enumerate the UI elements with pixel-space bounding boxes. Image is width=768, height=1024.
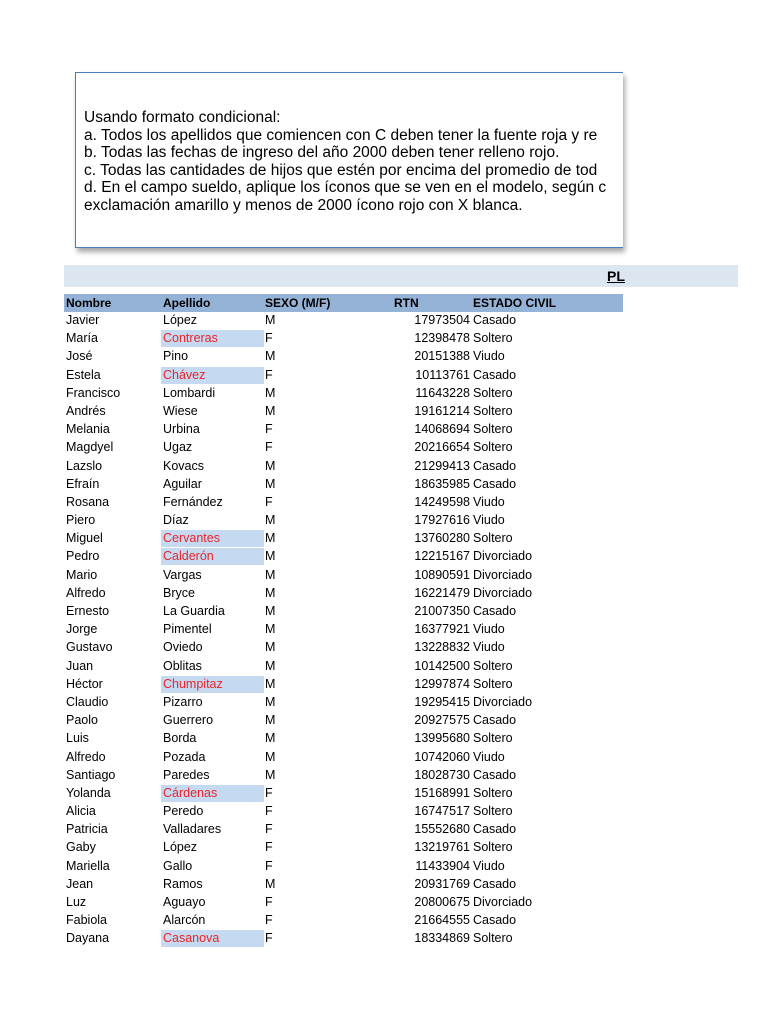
- cell-nombre[interactable]: Alfredo: [66, 749, 106, 764]
- sheet-title-band[interactable]: [64, 265, 738, 287]
- cell-estado-civil[interactable]: Casado: [473, 713, 517, 728]
- cell-sexo[interactable]: M: [265, 731, 276, 746]
- cell-sexo[interactable]: M: [265, 658, 276, 673]
- cell-apellido[interactable]: Valladares: [163, 822, 222, 837]
- header-rtn[interactable]: RTN: [394, 296, 419, 310]
- cell-sexo[interactable]: F: [265, 858, 273, 873]
- cell-rtn[interactable]: 20800675: [414, 895, 470, 909]
- cell-apellido[interactable]: Ugaz: [163, 440, 193, 455]
- table-row: [64, 530, 623, 548]
- cell-sexo[interactable]: M: [265, 403, 276, 418]
- table-row: [64, 421, 623, 439]
- table-row: [64, 785, 623, 803]
- cell-nombre[interactable]: Juan: [66, 658, 94, 673]
- cell-estado-civil[interactable]: Soltero: [473, 840, 513, 855]
- cell-sexo[interactable]: M: [265, 713, 276, 728]
- cell-rtn[interactable]: 19161214: [414, 403, 470, 418]
- cell-apellido[interactable]: Aguilar: [163, 476, 202, 491]
- cell-estado-civil[interactable]: Casado: [473, 822, 517, 837]
- cell-estado-civil[interactable]: Viudo: [473, 622, 505, 637]
- cell-estado-civil[interactable]: Casado: [473, 458, 517, 473]
- cell-nombre[interactable]: Javier: [66, 313, 100, 327]
- cell-estado-civil[interactable]: Soltero: [473, 422, 513, 437]
- cell-rtn[interactable]: 11433904: [415, 858, 470, 873]
- cell-apellido[interactable]: Pimentel: [163, 622, 212, 637]
- cell-sexo[interactable]: F: [265, 913, 273, 928]
- cell-nombre[interactable]: Luis: [66, 731, 89, 746]
- cell-rtn[interactable]: 20216654: [414, 440, 470, 455]
- cell-sexo[interactable]: M: [265, 313, 276, 327]
- cell-rtn[interactable]: 20151388: [414, 349, 470, 364]
- cell-sexo[interactable]: M: [265, 531, 276, 546]
- table-row: [64, 603, 623, 621]
- cell-apellido[interactable]: La Guardia: [163, 604, 225, 618]
- table-row: [64, 839, 623, 857]
- cell-nombre[interactable]: José: [66, 349, 93, 364]
- cell-estado-civil[interactable]: Casado: [473, 604, 517, 618]
- cell-nombre[interactable]: Alicia: [66, 804, 96, 819]
- cell-estado-civil[interactable]: Casado: [473, 476, 517, 491]
- cell-rtn[interactable]: 15168991: [414, 785, 470, 800]
- cell-estado-civil[interactable]: Viudo: [473, 513, 505, 528]
- table-row: [64, 403, 623, 421]
- table-row: [64, 730, 623, 748]
- table-row: [64, 512, 623, 530]
- cell-estado-civil[interactable]: Soltero: [473, 531, 513, 546]
- cell-sexo[interactable]: M: [265, 349, 276, 364]
- cell-rtn[interactable]: 11643228: [415, 385, 470, 400]
- cell-estado-civil[interactable]: Divorciado: [473, 549, 533, 564]
- cell-estado-civil[interactable]: Viudo: [473, 640, 505, 655]
- data-table-body: [64, 312, 623, 949]
- cell-rtn[interactable]: 12398478: [414, 331, 470, 346]
- cell-sexo[interactable]: F: [265, 822, 273, 837]
- cell-estado-civil[interactable]: Divorciado: [473, 895, 533, 909]
- cell-apellido[interactable]: Oviedo: [163, 640, 203, 655]
- cell-nombre[interactable]: Jorge: [66, 622, 98, 637]
- cell-apellido[interactable]: Pino: [163, 349, 189, 364]
- cell-apellido[interactable]: Pozada: [163, 749, 206, 764]
- cell-apellido[interactable]: Ramos: [163, 876, 203, 891]
- cell-apellido[interactable]: Urbina: [163, 422, 200, 437]
- cell-rtn[interactable]: 10890591: [414, 567, 470, 582]
- cell-apellido[interactable]: Guerrero: [163, 713, 214, 728]
- table-row: [64, 585, 623, 603]
- cell-apellido[interactable]: Díaz: [163, 513, 189, 528]
- cell-apellido[interactable]: Oblitas: [163, 658, 202, 673]
- cell-apellido[interactable]: Gallo: [163, 858, 193, 873]
- cell-nombre[interactable]: Santiago: [66, 767, 116, 782]
- cell-sexo[interactable]: M: [265, 640, 276, 655]
- table-row: [64, 658, 623, 676]
- cell-rtn[interactable]: 21664555: [414, 913, 470, 928]
- cell-estado-civil[interactable]: Casado: [473, 313, 517, 327]
- cell-apellido[interactable]: López: [163, 313, 198, 327]
- instruction-line: d. En el campo sueldo, aplique los íconos que se ven en el modelo, según c: [84, 179, 607, 196]
- header-nombre[interactable]: Nombre: [66, 296, 112, 310]
- instructions-textbox[interactable]: [75, 72, 623, 248]
- table-row: [64, 803, 623, 821]
- cell-nombre[interactable]: Efraín: [66, 476, 100, 491]
- cell-estado-civil[interactable]: Soltero: [473, 440, 513, 455]
- cell-sexo[interactable]: M: [265, 513, 276, 528]
- instruction-line: exclamación amarillo y menos de 2000 ícono rojo con X blanca.: [84, 196, 523, 214]
- table-row: [64, 858, 623, 876]
- cell-rtn[interactable]: 13760280: [414, 531, 470, 546]
- cell-sexo[interactable]: F: [265, 331, 273, 346]
- cell-sexo[interactable]: M: [265, 876, 276, 891]
- cell-rtn[interactable]: 14249598: [414, 494, 470, 509]
- cell-rtn[interactable]: 13995680: [414, 731, 470, 746]
- cell-nombre[interactable]: Mario: [66, 567, 98, 582]
- cell-rtn[interactable]: 21007350: [414, 604, 470, 618]
- table-row: [64, 385, 623, 403]
- cell-sexo[interactable]: F: [265, 895, 273, 909]
- cell-apellido[interactable]: Cárdenas: [161, 785, 264, 802]
- cell-apellido[interactable]: Casanova: [161, 930, 264, 947]
- table-row: [64, 821, 623, 839]
- cell-apellido[interactable]: Borda: [163, 731, 197, 746]
- cell-apellido[interactable]: Lombardi: [163, 385, 216, 400]
- cell-estado-civil[interactable]: Casado: [473, 876, 517, 891]
- cell-sexo[interactable]: M: [265, 604, 276, 618]
- cell-sexo[interactable]: F: [265, 422, 273, 437]
- cell-sexo[interactable]: F: [265, 494, 273, 509]
- cell-rtn[interactable]: 12997874: [414, 676, 470, 691]
- cell-rtn[interactable]: 12215167: [414, 549, 470, 564]
- cell-apellido[interactable]: López: [163, 840, 198, 855]
- cell-apellido[interactable]: Cervantes: [161, 530, 264, 547]
- cell-apellido[interactable]: Peredo: [163, 804, 204, 819]
- cell-sexo[interactable]: M: [265, 476, 276, 491]
- instructions-text: [84, 109, 606, 214]
- cell-nombre[interactable]: Luz: [66, 895, 87, 909]
- table-row: [64, 330, 623, 348]
- cell-rtn[interactable]: 20931769: [414, 876, 470, 891]
- cell-rtn[interactable]: 16747517: [414, 804, 470, 819]
- cell-rtn[interactable]: 21299413: [414, 458, 470, 473]
- cell-rtn[interactable]: 10113761: [415, 367, 470, 382]
- cell-apellido[interactable]: Vargas: [163, 567, 202, 582]
- instruction-line: a. Todos los apellidos que comiencen con C deben tener la fuente roja y re: [84, 126, 598, 144]
- cell-rtn[interactable]: 18635985: [414, 476, 470, 491]
- cell-nombre[interactable]: Paolo: [66, 713, 98, 728]
- cell-nombre[interactable]: Héctor: [66, 676, 103, 691]
- table-row: [64, 439, 623, 457]
- cell-nombre[interactable]: Estela: [66, 367, 101, 382]
- cell-sexo[interactable]: M: [265, 458, 276, 473]
- cell-sexo[interactable]: M: [265, 385, 276, 400]
- cell-apellido[interactable]: Contreras: [161, 330, 264, 347]
- table-header-row: [64, 294, 623, 312]
- cell-nombre[interactable]: Claudio: [66, 694, 109, 709]
- cell-nombre[interactable]: Ernesto: [66, 604, 110, 618]
- cell-estado-civil[interactable]: Casado: [473, 367, 517, 382]
- cell-sexo[interactable]: F: [265, 804, 273, 819]
- table-row: [64, 367, 623, 385]
- cell-estado-civil[interactable]: Divorciado: [473, 567, 533, 582]
- cell-estado-civil[interactable]: Soltero: [473, 785, 513, 800]
- cell-nombre[interactable]: Pedro: [66, 549, 100, 564]
- cell-estado-civil[interactable]: Soltero: [473, 731, 513, 746]
- table-row: [64, 767, 623, 785]
- cell-nombre[interactable]: María: [66, 331, 98, 346]
- table-row: [64, 639, 623, 657]
- cell-rtn[interactable]: 16221479: [414, 585, 470, 600]
- cell-nombre[interactable]: Francisco: [66, 385, 121, 400]
- table-row: [64, 749, 623, 767]
- cell-estado-civil[interactable]: Viudo: [473, 858, 505, 873]
- cell-sexo[interactable]: M: [265, 622, 276, 637]
- cell-estado-civil[interactable]: Soltero: [473, 385, 513, 400]
- table-row: [64, 458, 623, 476]
- cell-apellido[interactable]: Aguayo: [163, 895, 206, 909]
- cell-apellido[interactable]: Paredes: [163, 767, 210, 782]
- cell-sexo[interactable]: M: [265, 676, 276, 691]
- cell-sexo[interactable]: M: [265, 694, 276, 709]
- cell-rtn[interactable]: 18334869: [414, 931, 470, 946]
- cell-sexo[interactable]: F: [265, 440, 273, 455]
- cell-rtn[interactable]: 15552680: [414, 822, 470, 837]
- cell-rtn[interactable]: 17927616: [414, 513, 470, 528]
- cell-nombre[interactable]: Melania: [66, 422, 110, 437]
- cell-rtn[interactable]: 13228832: [414, 640, 470, 655]
- cell-sexo[interactable]: M: [265, 585, 276, 600]
- table-row: [64, 567, 623, 585]
- table-row: [64, 494, 623, 512]
- header-sexo[interactable]: SEXO (M/F): [265, 296, 331, 310]
- cell-estado-civil[interactable]: Soltero: [473, 676, 513, 691]
- cell-apellido[interactable]: Fernández: [163, 494, 223, 509]
- cell-apellido[interactable]: Wiese: [163, 403, 198, 418]
- cell-apellido[interactable]: Alarcón: [163, 913, 206, 928]
- cell-sexo[interactable]: M: [265, 767, 276, 782]
- cell-rtn[interactable]: 17973504: [414, 313, 470, 327]
- cell-estado-civil[interactable]: Viudo: [473, 749, 505, 764]
- cell-sexo[interactable]: M: [265, 749, 276, 764]
- cell-estado-civil[interactable]: Soltero: [473, 658, 513, 673]
- cell-nombre[interactable]: Gustavo: [66, 640, 113, 655]
- table-row: [64, 676, 623, 694]
- cell-estado-civil[interactable]: Soltero: [473, 931, 513, 946]
- cell-nombre[interactable]: Andrés: [66, 403, 106, 418]
- header-apellido[interactable]: Apellido: [163, 296, 211, 310]
- cell-sexo[interactable]: F: [265, 840, 273, 855]
- cell-sexo[interactable]: M: [265, 567, 276, 582]
- cell-nombre[interactable]: Fabiola: [66, 913, 107, 928]
- table-row: [64, 894, 623, 912]
- cell-estado-civil[interactable]: Casado: [473, 767, 517, 782]
- cell-rtn[interactable]: 10742060: [414, 749, 470, 764]
- header-estado-civil[interactable]: ESTADO CIVIL: [473, 296, 557, 310]
- cell-estado-civil[interactable]: Casado: [473, 913, 517, 928]
- cell-apellido[interactable]: Bryce: [163, 585, 195, 600]
- cell-nombre[interactable]: Gaby: [66, 840, 96, 855]
- cell-nombre[interactable]: Jean: [66, 876, 94, 891]
- cell-sexo[interactable]: M: [265, 549, 276, 564]
- cell-nombre[interactable]: Lazslo: [66, 458, 103, 473]
- table-row: [64, 621, 623, 639]
- instruction-line: b. Todas las fechas de ingreso del año 2000 deben tener relleno rojo.: [84, 144, 560, 161]
- cell-nombre[interactable]: Dayana: [66, 931, 110, 946]
- cell-nombre[interactable]: Alfredo: [66, 585, 106, 600]
- cell-apellido[interactable]: Chávez: [161, 367, 264, 384]
- table-row: [64, 312, 623, 330]
- cell-sexo[interactable]: F: [265, 367, 273, 382]
- cell-rtn[interactable]: 16377921: [414, 622, 470, 637]
- cell-estado-civil[interactable]: Viudo: [473, 494, 505, 509]
- cell-nombre[interactable]: Miguel: [66, 531, 103, 546]
- cell-estado-civil[interactable]: Soltero: [473, 331, 513, 346]
- cell-nombre[interactable]: Magdyel: [66, 440, 114, 455]
- cell-nombre[interactable]: Mariella: [66, 858, 110, 873]
- table-row: [64, 694, 623, 712]
- cell-estado-civil[interactable]: Divorciado: [473, 585, 533, 600]
- cell-rtn[interactable]: 13219761: [414, 840, 470, 855]
- table-row: [64, 548, 623, 566]
- cell-apellido[interactable]: Kovacs: [163, 458, 204, 473]
- cell-apellido[interactable]: Pizarro: [163, 694, 203, 709]
- table-row: [64, 876, 623, 894]
- instruction-line: c. Todas las cantidades de hijos que estén por encima del promedio de tod: [84, 161, 598, 179]
- cell-nombre[interactable]: Piero: [66, 513, 96, 528]
- cell-nombre[interactable]: Rosana: [66, 494, 110, 509]
- table-row: [64, 912, 623, 930]
- cell-apellido[interactable]: Calderón: [161, 548, 264, 565]
- cell-rtn[interactable]: 20927575: [414, 713, 470, 728]
- sheet-title: PL: [607, 268, 625, 284]
- cell-sexo[interactable]: F: [265, 931, 273, 946]
- instruction-line: Usando formato condicional:: [84, 109, 281, 126]
- cell-nombre[interactable]: Yolanda: [66, 785, 111, 800]
- cell-nombre[interactable]: Patricia: [66, 822, 108, 837]
- table-row: [64, 712, 623, 730]
- table-row: [64, 348, 623, 366]
- cell-estado-civil[interactable]: Soltero: [473, 804, 513, 819]
- cell-rtn[interactable]: 19295415: [414, 694, 470, 709]
- cell-rtn[interactable]: 10142500: [414, 658, 470, 673]
- cell-estado-civil[interactable]: Soltero: [473, 403, 513, 418]
- table-row: [64, 476, 623, 494]
- cell-estado-civil[interactable]: Divorciado: [473, 694, 533, 709]
- cell-apellido[interactable]: Chumpitaz: [161, 676, 264, 693]
- table-row: [64, 930, 623, 948]
- cell-rtn[interactable]: 18028730: [414, 767, 470, 782]
- cell-rtn[interactable]: 14068694: [414, 422, 470, 437]
- cell-estado-civil[interactable]: Viudo: [473, 349, 505, 364]
- cell-sexo[interactable]: F: [265, 785, 273, 800]
